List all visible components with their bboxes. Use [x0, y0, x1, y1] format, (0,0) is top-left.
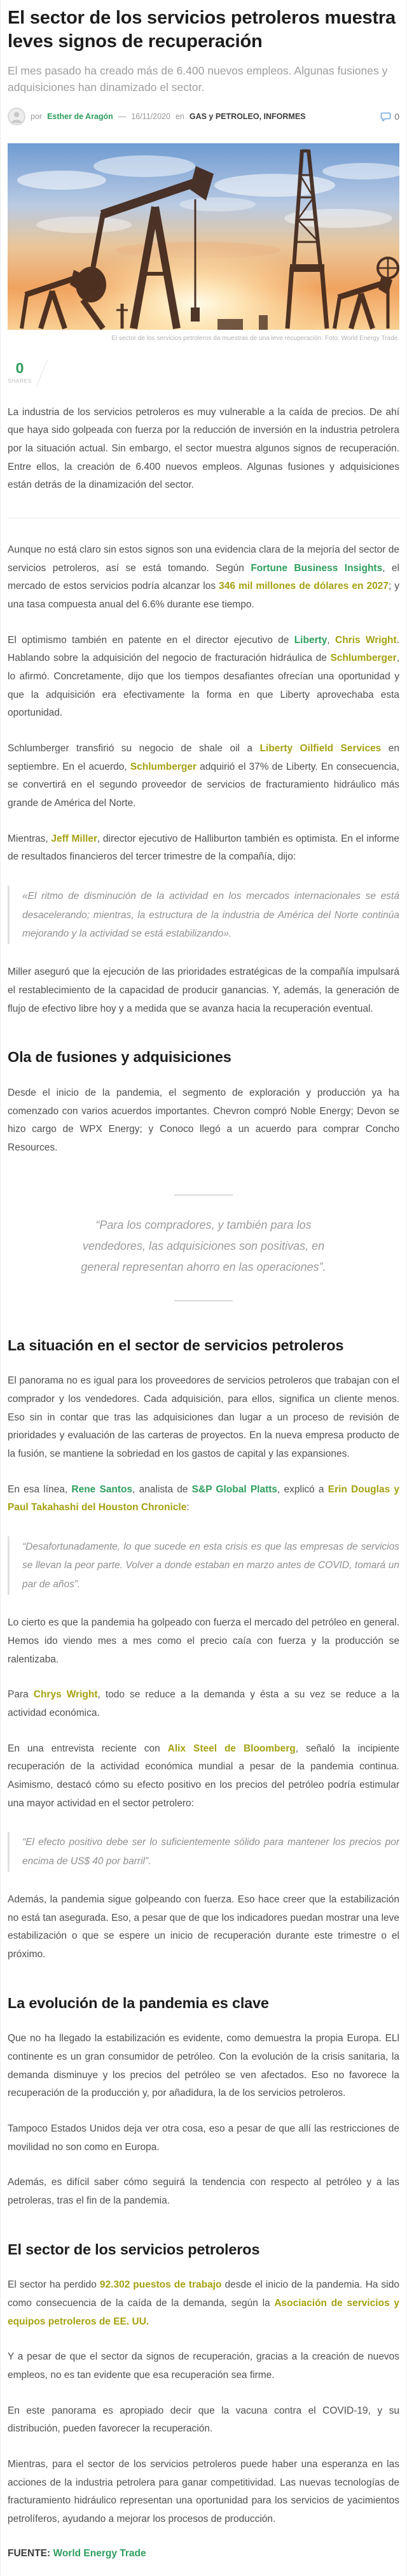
- paragraph: [8, 1481, 399, 1517]
- text-segment: Lo cierto es que la pandemia ha golpeado con fuerza el mercado del petróleo en general. Hemos ido viendo mes a mes como el precio caía con fuerza y la producción se ralentizaba.: [8, 1617, 399, 1665]
- paragraph: [8, 963, 399, 1018]
- text-segment: Miller aseguró que la ejecución de las prioridades estratégicas de la compañía impulsará el restablecimiento de la capacidad de producir ganancias. Y, además, la generación de flujo de efectivo libre hoy y a medida que se avanza hacia la recuperación eventual.: [8, 966, 399, 1014]
- text-segment: El sector de los servicios petroleros: [8, 2240, 260, 2258]
- inline-link[interactable]: 92.302 puestos de trabajo: [99, 2279, 222, 2291]
- paragraph: [8, 632, 399, 723]
- text-segment: en septiembre. En el acuerdo,: [8, 743, 399, 772]
- text-segment: Y a pesar de que el sector da signos de recuperación, gracias a la creación de nuevos empleos, no es tan evidente que esa recuperación sea firme.: [8, 2351, 399, 2381]
- text-segment: . Hablando sobre la adquisición del negocio de fracturación hidráulica de: [8, 634, 399, 664]
- share-counter: [8, 358, 399, 386]
- article-subtitle: El mes pasado ha creado más de 6.400 nuevos empleos. Algunas fusiones y adquisiciones han dinamizado el sector.: [8, 64, 388, 94]
- byline-prefix: por: [31, 111, 43, 121]
- blockquote: [8, 1536, 399, 1595]
- text-segment: Desde el inicio de la pandemia, el segmento de exploración y producción ya ha comenzado con varios acuerdos importantes. Chevron compró Noble Energy; Devon se hizo cargo de WPX Energy; y Conoco llegó a un acuerdo para comprar Concho Resources.: [8, 1087, 399, 1154]
- text-segment: En una entrevista reciente con: [8, 1743, 168, 1754]
- blockquote: [8, 1832, 399, 1872]
- paragraph: [8, 1891, 399, 1964]
- inline-link[interactable]: Jeff Miller: [51, 833, 97, 844]
- page-title: El sector de los servicios petroleros muestra leves signos de recuperación: [8, 8, 396, 52]
- text-segment: , señaló la incipiente recuperación de la actividad económica mundial a pesar de la pandemia continua. Asimismo, destacó cómo su efecto positivo en los precios del petróleo podría estimular una mayor actividad en el sector petrolero:: [8, 1743, 399, 1809]
- text-segment: Que no ha llegado la estabilización es evidente, como demuestra la propia Europa. ELl continente es un gran consumidor de petróleo. Con la evolución de la crisis sanitaria, la demanda disminuye y los precios del petróleo se ven afectados. Eso no favorece la recuperación de la producción y, por añadidura, la de los servicios petroleros.: [8, 2033, 399, 2099]
- text-segment: Además, es difícil saber cómo seguirá la tendencia con respecto al petróleo y a las petroleras, tras el fin de la pandemia.: [8, 2177, 399, 2207]
- inline-link[interactable]: Liberty: [294, 634, 328, 646]
- text-segment: Schlumberger transfirió su negocio de shale oil a: [8, 743, 260, 754]
- paragraph: [8, 2456, 399, 2529]
- text-segment: Mientras, para el sector de los servicios petroleros puede haber una esperanza en las acciones de la industria petrolera para ganar competitividad. Las nuevas tecnologías de fracturamiento hidráulico representan una oportunidad para los servicios de yacimientos petrolíferos, ayudando a mejorar los procesos de producción.: [8, 2458, 399, 2524]
- text-segment: Mientras,: [8, 833, 52, 844]
- paragraph: [8, 404, 399, 495]
- paragraph: [8, 2348, 399, 2384]
- share-label: SHARES: [8, 377, 32, 384]
- text-segment: :: [186, 1502, 190, 1513]
- blockquote: [8, 886, 399, 944]
- byline: [8, 108, 399, 125]
- text-segment: En esa línea,: [8, 1483, 72, 1495]
- section-heading: [8, 1993, 399, 2013]
- text-segment: adquirió el 37% de Liberty. En consecuencia, se convertirá en el segundo proveedor de servicios de fracturamiento hidráulico más grande de América del Norte.: [8, 761, 399, 809]
- paragraph: [8, 1740, 399, 1813]
- text-segment: La evolución de la pandemia es clave: [8, 1994, 269, 2011]
- text-segment: Ola de fusiones y adquisiciones: [8, 1049, 231, 1066]
- person-icon: [8, 108, 25, 125]
- text-segment: En este panorama es apropiado decir que la vacuna contra el COVID-19, y su distribución, pueden favorecer la recuperación.: [8, 2405, 399, 2435]
- text-segment: La industria de los servicios petroleros es muy vulnerable a la caída de precios. De ahí que haya sido golpeada con fuerza por la reducción de inversión en la industria petrolera por la situación actual. Sin embargo, el sector muestra algunos signos de recuperación. Entre ellos, la creación de 6.400 nuevos empleos. Algunas fusiones y adquisiciones están detrás de la dinamización del sector.: [8, 406, 399, 491]
- byline-separator: —: [118, 111, 127, 121]
- paragraph: [8, 1372, 399, 1463]
- text-segment: , director ejecutivo de Halliburton también es optimista. En el informe de resultados financieros del tercer trimestre de la compañía, dijo:: [8, 833, 399, 863]
- text-segment: “Para los compradores, y también para los vendedores, las adquisiciones son positivas, en general representan ahorro en las operaciones”.: [81, 1218, 326, 1274]
- paragraph: [8, 2030, 399, 2103]
- inline-link[interactable]: Chris Wright: [335, 634, 397, 646]
- comment-bubble-icon: [380, 111, 391, 122]
- inline-link[interactable]: World Energy Trade: [53, 2547, 146, 2559]
- text-segment: FUENTE:: [8, 2547, 53, 2559]
- inline-link[interactable]: 346 mil millones de dólares en 2027: [219, 581, 389, 592]
- share-divider: [37, 359, 48, 385]
- paragraph: [8, 2402, 399, 2438]
- paragraph: [8, 2120, 399, 2156]
- publish-date: 16/11/2020: [131, 111, 170, 121]
- text-segment: , todo se reduce a la demanda y ésta a su vez se reduce a la actividad económica.: [8, 1689, 399, 1718]
- inline-link[interactable]: Fortune Business Insights: [251, 562, 383, 574]
- inline-link[interactable]: Erin Douglas y Paul Takahashi del Houston Chronicle: [8, 1483, 399, 1513]
- text-segment: El optimismo también en patente en el director ejecutivo de: [8, 634, 294, 646]
- paragraph: [8, 1084, 399, 1157]
- byline-in-word: en: [175, 111, 184, 121]
- paragraph: [8, 1614, 399, 1669]
- text-segment: Tampoco Estados Unidos deja ver otra cosa, eso a pesar de que allí las restricciones de movilidad no son como en Europa.: [8, 2123, 399, 2153]
- paragraph: [8, 541, 399, 614]
- text-segment: El panorama no es igual para los proveedores de servicios petroleros que trabajan con el comprador y los vendedores. Cada adquisición, para ellos, significa un cliente menos. Eso sin in contar que tras las adquisiciones dan lugar a un proceso de revisión de prioridades y evaluación de las carteras de proyectos. En la nueva empresa producto de la fusión, se mantiene la sobriedad en los gastos de capital y las expansiones.: [8, 1375, 399, 1459]
- text-segment: ; y una tasa compuesta anual del 6.6% durante ese tiempo.: [8, 581, 399, 611]
- article-body: [8, 404, 399, 2559]
- inline-link[interactable]: Asociación de servicios y equipos petroleros de EE. UU.: [8, 2297, 400, 2327]
- comment-counter[interactable]: [380, 111, 399, 122]
- paragraph: [8, 1686, 399, 1722]
- text-segment: Además, la pandemia sigue golpeando con fuerza. Eso hace creer que la estabilización no está tan asegurada. Eso, a pesar que de que los indicadores puedan mostrar una leve estabilización o que se espere un inicio de recuperación durante este trimestre o el próximo.: [8, 1894, 399, 1960]
- inline-link[interactable]: S&P Global Platts: [191, 1483, 278, 1495]
- author-link[interactable]: Esther de Aragón: [47, 111, 113, 121]
- inline-link[interactable]: Rene Santos: [71, 1483, 133, 1495]
- text-segment: «El ritmo de disminución de la actividad en los mercados internacionales se está desacelerando; mientras, la estructura de la industria de América del Norte continúa mejorando y la actividad se está estabilizando».: [22, 891, 399, 940]
- text-segment: ,: [327, 634, 335, 646]
- section-heading: [8, 2240, 399, 2260]
- text-segment: El sector ha perdido: [8, 2279, 100, 2291]
- text-segment: , lo afirmó. Concretamente, dijo que los tiempos desafiantes ofrecían una oportunidad y que la adquisición era efectivamente la forma en que Liberty aprovechaba esta oportunidad.: [8, 653, 399, 719]
- text-segment: , explicó a: [277, 1483, 328, 1495]
- inline-link[interactable]: Schlumberger: [130, 761, 197, 772]
- comment-count: 0: [394, 111, 399, 122]
- text-segment: La situación en el sector de servicios petroleros: [8, 1336, 344, 1354]
- text-segment: Aunque no está claro sin estos signos son una evidencia clara de la mejoría del sector de servicios petroleros, así se está tomando. Según: [8, 544, 399, 574]
- section-heading: [8, 1336, 399, 1355]
- oilfield-sunset-illustration: [8, 143, 399, 330]
- category-links[interactable]: GAS y PETROLEO, INFORMES: [189, 111, 306, 121]
- paragraph: [8, 2174, 399, 2210]
- text-segment: desde el inicio de la pandemia. Ha sido como consecuencia de la caída de la demanda, según la: [8, 2279, 399, 2309]
- pull-quote: [67, 1194, 340, 1301]
- text-segment: “El efecto positivo debe ser lo suficientemente sólido para mantener los precios por encima de US$ 40 por barril”.: [22, 1837, 399, 1867]
- avatar[interactable]: [8, 108, 25, 125]
- paragraph: [8, 740, 399, 813]
- inline-link[interactable]: Chrys Wright: [33, 1689, 98, 1701]
- inline-link[interactable]: Schlumberger: [330, 653, 397, 664]
- hero-image: [8, 143, 399, 330]
- share-count: 0: [15, 359, 24, 376]
- paragraph: [8, 830, 399, 867]
- text-segment: , analista de: [132, 1483, 192, 1495]
- inline-link[interactable]: Alix Steel de Bloomberg: [167, 1743, 296, 1754]
- paragraph: [8, 2276, 399, 2331]
- text-segment: , el mercado de estos servicios podría alcanzar los: [8, 562, 400, 592]
- section-heading: [8, 1047, 399, 1067]
- source-line: [8, 2548, 399, 2559]
- text-segment: Para: [8, 1689, 34, 1701]
- inline-link[interactable]: Liberty Oilfield Services: [259, 743, 382, 754]
- hero-caption: El sector de los servicios petroleros da muestras de una leve recuperación. Foto: World Energy Trade.: [111, 334, 399, 342]
- text-segment: “Desafortunadamente, lo que sucede en esta crisis es que las empresas de servicios se llevan la peor parte. Volver a donde estaban en marzo antes de COVID, tomará un par de años”.: [22, 1541, 399, 1590]
